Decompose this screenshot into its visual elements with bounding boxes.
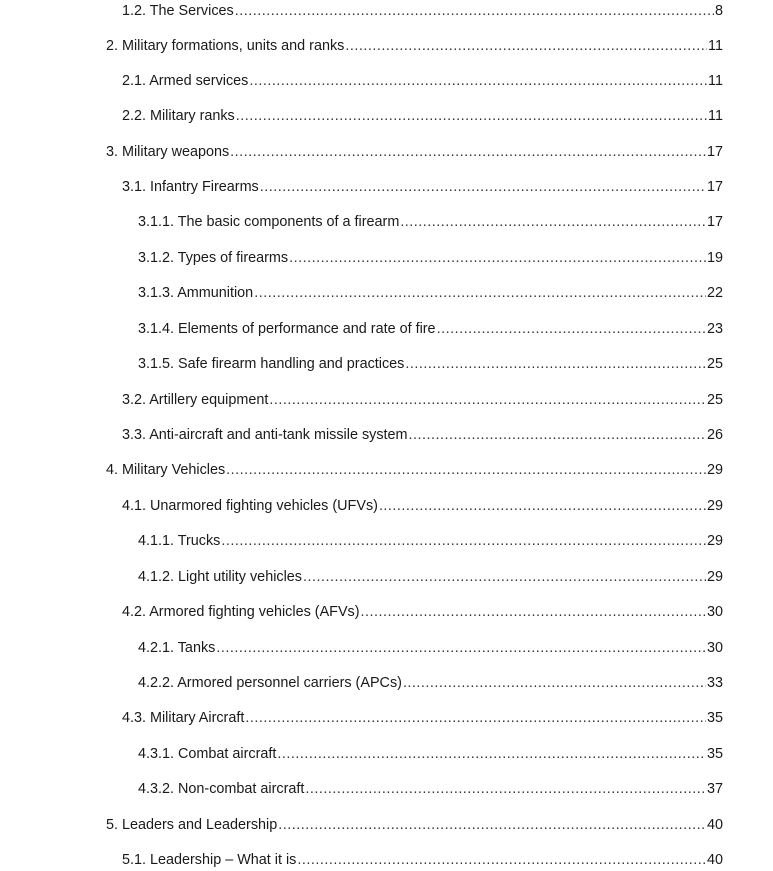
toc-entry[interactable]: [122, 601, 723, 623]
toc-entry-title: 3.1.1. The basic components of a firearm: [138, 214, 400, 230]
toc-dot-leader: [235, 0, 714, 22]
toc-entry[interactable]: [138, 672, 723, 694]
toc-dot-leader: [254, 282, 706, 304]
toc-entry[interactable]: [122, 424, 723, 446]
toc-entry-title: 3.1.4. Elements of performance and rate of fire: [138, 321, 436, 337]
toc-dot-leader: [269, 389, 706, 411]
toc-dot-leader: [221, 530, 706, 552]
toc-entry-title: 2.1. Armed services: [122, 73, 249, 89]
toc-entry-title: 3.1.2. Types of firearms: [138, 250, 289, 266]
toc-entry-title: 2. Military formations, units and ranks: [106, 38, 345, 54]
toc-entry-page: 37: [706, 781, 723, 797]
toc-entry-page: 11: [708, 73, 723, 89]
toc-dot-leader: [249, 70, 707, 92]
toc-entry-page: 29: [706, 533, 723, 549]
toc-entry-title: 4. Military Vehicles: [106, 462, 226, 478]
toc-entry[interactable]: [138, 637, 723, 659]
toc-entry-page: 40: [706, 852, 723, 868]
toc-entry[interactable]: [106, 459, 723, 481]
toc-entry-title: 1.2. The Services: [122, 3, 234, 19]
toc-dot-leader: [226, 459, 706, 481]
toc-entry[interactable]: [122, 389, 723, 411]
toc-entry-page: 22: [706, 285, 723, 301]
toc-entry[interactable]: [138, 743, 723, 765]
toc-entry[interactable]: [138, 530, 723, 552]
toc-entry-title: 3.1. Infantry Firearms: [122, 179, 259, 195]
toc-entry-title: 5.1. Leadership – What it is: [122, 852, 297, 868]
toc-entry-title: 4.1. Unarmored fighting vehicles (UFVs): [122, 498, 378, 514]
toc-entry-title: 2.2. Military ranks: [122, 108, 235, 124]
toc-entry-page: 17: [706, 144, 723, 160]
toc-dot-leader: [216, 637, 706, 659]
toc-entry-page: 8: [714, 3, 723, 19]
toc-entry-title: 4.1.1. Trucks: [138, 533, 221, 549]
toc-entry-page: 25: [706, 392, 723, 408]
toc-dot-leader: [400, 211, 706, 233]
toc-entry-page: 30: [706, 640, 723, 656]
toc-entry-title: 4.3.2. Non-combat aircraft: [138, 781, 305, 797]
toc-entry-page: 40: [706, 817, 723, 833]
toc-entry-title: 4.3.1. Combat aircraft: [138, 746, 277, 762]
toc-entry[interactable]: [138, 282, 723, 304]
toc-entry[interactable]: [122, 176, 723, 198]
toc-entry-title: 4.2.1. Tanks: [138, 640, 216, 656]
toc-entry-title: 4.1.2. Light utility vehicles: [138, 569, 302, 585]
toc-entry-page: 17: [706, 179, 723, 195]
toc-dot-leader: [361, 601, 706, 623]
toc-entry-page: 30: [706, 604, 723, 620]
toc-entry[interactable]: [122, 849, 723, 871]
toc-entry[interactable]: [122, 105, 723, 127]
toc-dot-leader: [278, 814, 706, 836]
toc-entry-page: 29: [706, 462, 723, 478]
toc-entry-title: 3.1.3. Ammunition: [138, 285, 254, 301]
toc-entry-page: 25: [706, 356, 723, 372]
toc-entry-page: 35: [706, 710, 723, 726]
toc-entry-title: 3.3. Anti-aircraft and anti-tank missile system: [122, 427, 408, 443]
toc-dot-leader: [289, 247, 706, 269]
toc-dot-leader: [230, 141, 706, 163]
toc-dot-leader: [437, 318, 706, 340]
toc-dot-leader: [379, 495, 706, 517]
toc-entry[interactable]: [106, 814, 723, 836]
toc-entry-title: 4.2.2. Armored personnel carriers (APCs): [138, 675, 402, 691]
toc-dot-leader: [277, 743, 706, 765]
toc-entry-title: 4.2. Armored fighting vehicles (AFVs): [122, 604, 360, 620]
toc-dot-leader: [403, 672, 706, 694]
toc-entry-page: 19: [706, 250, 723, 266]
toc-entry[interactable]: [106, 35, 723, 57]
toc-entry[interactable]: [138, 566, 723, 588]
toc-dot-leader: [245, 707, 706, 729]
toc-entry-page: 29: [706, 498, 723, 514]
toc-entry-page: 11: [708, 38, 723, 54]
toc-dot-leader: [305, 778, 706, 800]
toc-entry[interactable]: [138, 778, 723, 800]
toc-entry[interactable]: [122, 0, 723, 22]
toc-dot-leader: [236, 105, 707, 127]
toc-entry[interactable]: [122, 70, 723, 92]
toc-entry-page: 35: [706, 746, 723, 762]
toc-entry[interactable]: [122, 707, 723, 729]
toc-entry-page: 33: [706, 675, 723, 691]
toc-entry[interactable]: [138, 247, 723, 269]
toc-entry-page: 23: [706, 321, 723, 337]
toc-entry[interactable]: [138, 211, 723, 233]
toc-entry-page: 26: [706, 427, 723, 443]
toc-dot-leader: [260, 176, 706, 198]
toc-entry[interactable]: [138, 318, 723, 340]
toc-dot-leader: [303, 566, 706, 588]
toc-entry-page: 11: [708, 108, 723, 124]
toc-entry-page: 17: [706, 214, 723, 230]
toc-entry[interactable]: [138, 353, 723, 375]
toc-dot-leader: [297, 849, 706, 871]
toc-dot-leader: [345, 35, 707, 57]
toc-entry[interactable]: [106, 141, 723, 163]
toc-entry-title: 5. Leaders and Leadership: [106, 817, 278, 833]
toc-entry[interactable]: [122, 495, 723, 517]
toc-entry-title: 3. Military weapons: [106, 144, 230, 160]
toc-entry-page: 29: [706, 569, 723, 585]
toc-entry-title: 3.2. Artillery equipment: [122, 392, 269, 408]
toc-dot-leader: [405, 353, 706, 375]
toc-dot-leader: [409, 424, 706, 446]
toc-entry-title: 4.3. Military Aircraft: [122, 710, 245, 726]
toc-entry-title: 3.1.5. Safe firearm handling and practices: [138, 356, 405, 372]
